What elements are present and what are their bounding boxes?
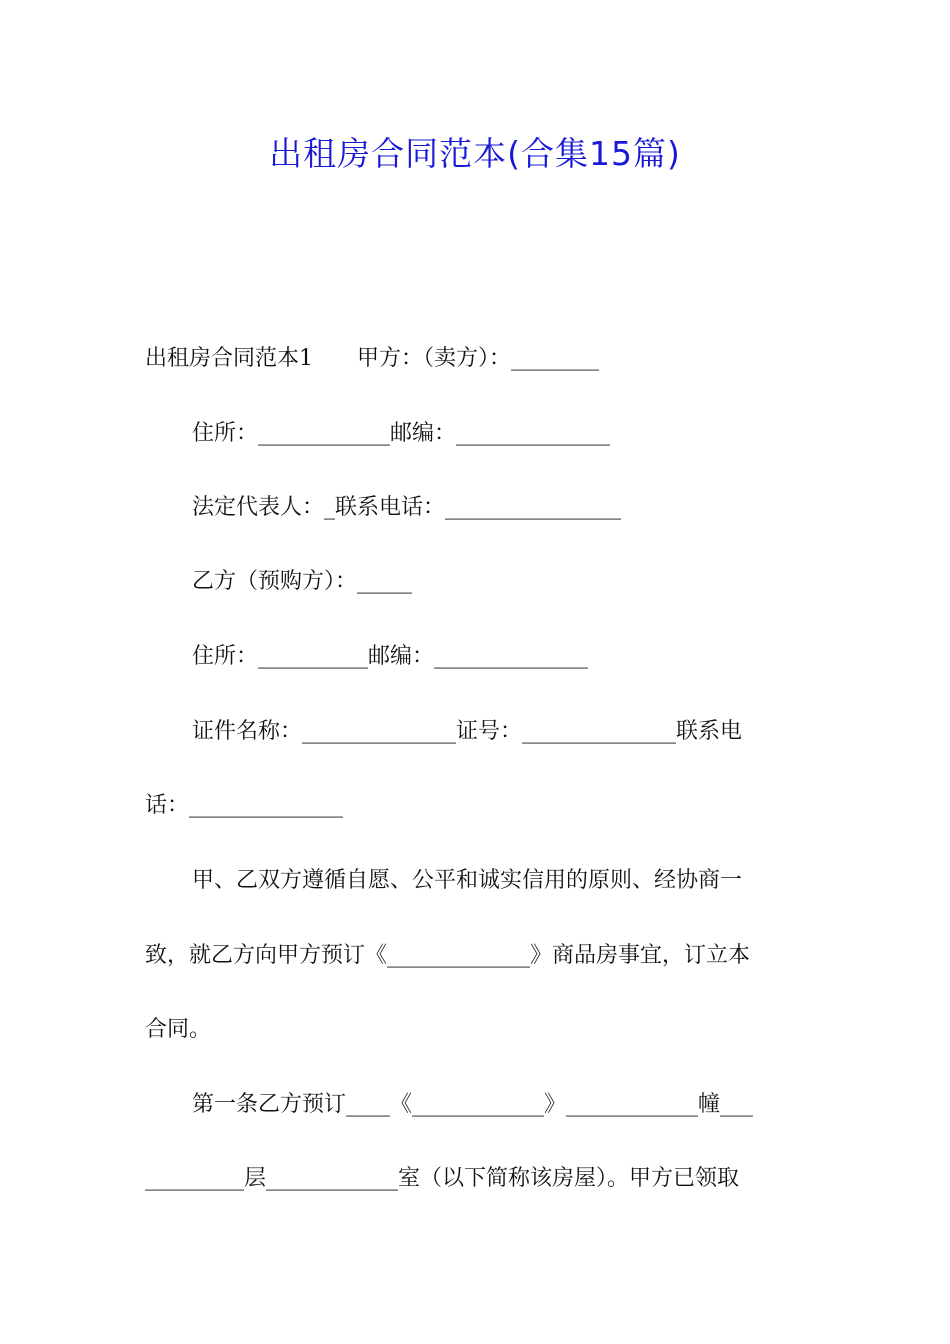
paragraph-line: 合同。 xyxy=(145,1017,212,1042)
paragraph-line: 甲、乙双方遵循自愿、公平和诚实信用的原则、经协商一 xyxy=(192,868,743,893)
paragraph-line: 致，就乙方向甲方预订《_____________》商品房事宜，订立本 xyxy=(145,943,751,968)
party-b-line: 乙方（预购方）：_____ xyxy=(192,569,413,594)
contract-number-label: 出租房合同范本1 xyxy=(145,346,313,371)
heading-line xyxy=(145,344,810,374)
article-line: _________层____________室（以下简称该房屋）。甲方已领取 xyxy=(145,1166,740,1191)
party-a-address-line: 住所：____________邮编：______________ xyxy=(192,421,611,446)
party-a-label: 甲方：（卖方）：________ xyxy=(357,346,600,371)
article-line: 第一条乙方预订____《____________》____________幢___ xyxy=(192,1092,754,1117)
document-title: 出租房合同范本(合集15篇) xyxy=(269,134,681,173)
phone-continuation-line: 话：______________ xyxy=(145,793,344,818)
party-b-address-line: 住所：__________邮编：______________ xyxy=(192,644,589,669)
id-line: 证件名称：______________证号：______________联系电 xyxy=(192,719,743,744)
party-a-representative-line: 法定代表人：_联系电话：________________ xyxy=(192,495,622,520)
